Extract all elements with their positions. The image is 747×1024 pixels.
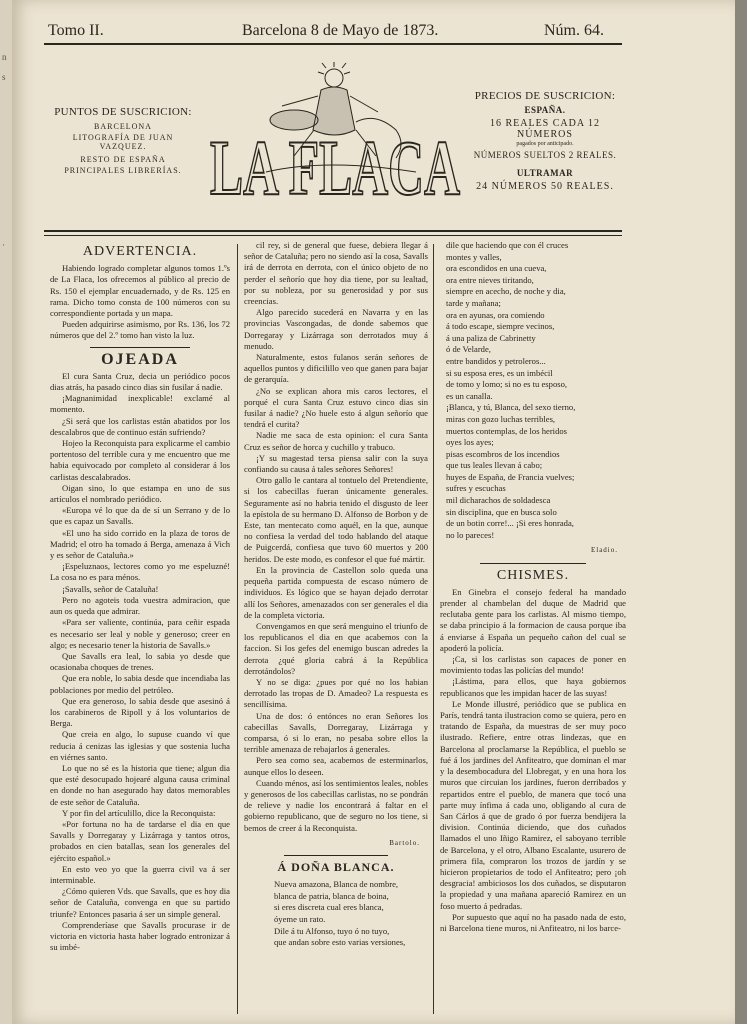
paragraph: Y no se diga: ¿pues por qué no los habian derrotado las tropas de D. Amadeo? La respuesta es sencillísima. xyxy=(244,676,428,710)
paragraph: Una de dos: ó entónces no eran Señores los cabecillas Savalls, Dorregaray, Lizárraga y comparsa, ó si lo eran, no pesaba sobre ellos la terrible amenaza de rebajarlos á generales. xyxy=(244,710,428,755)
paragraph: ¡Espeluznaos, lectores como yo me espeluzné! La cosa no es para ménos. xyxy=(50,561,230,583)
verse-line: óyeme un rato. xyxy=(274,913,326,924)
verse-line: entre bandidos y petroleros... xyxy=(446,355,546,366)
suscripcion-line: RESTO DE ESPAÑA xyxy=(80,155,166,164)
suscripcion-line: LITOGRAFÍA DE JUAN VAZQUEZ. xyxy=(72,133,174,151)
paragraph: ¡Savalls, señor de Cataluña! xyxy=(62,583,159,594)
paragraph: Oigan sino, lo que estampa en uno de sus artículos el nombrado periódico. xyxy=(50,482,230,505)
page-header xyxy=(46,22,637,44)
paragraph: cil rey, si de general que fuese, debiera llegar á señor de Cataluña; pero no siendo así la cosa, Savalls irá de derrota en derrota, con el único objeto de no perder el señorío que hoy dia tiene, por su lealtad, por su nobleza, por su generosidad y por sus creencias. xyxy=(244,240,428,307)
advertencia-title: ADVERTENCIA. xyxy=(82,244,198,259)
verse-line: que andan sobre esto varias versiones, xyxy=(274,937,406,948)
precios-note: pagados por anticipado. xyxy=(516,141,574,147)
verse-line: es un canalla. xyxy=(446,390,493,401)
paragraph: Que creia en algo, lo supuse cuando ví que reducia á cenizas las iglesias y que sostenia lucha en viérnes santo. xyxy=(50,729,230,762)
verse-line: blanca de patria, blanca de boina, xyxy=(274,890,389,901)
page-edge: n s · xyxy=(0,0,12,1024)
suscripcion-block xyxy=(48,106,198,175)
paragraph: Nadie me saca de esta opinion: el cura Santa Cruz es señor de horca y cuchillo y trabuco. xyxy=(244,430,428,452)
paragraph: Le Monde illustré, periódico que se publica en París, tendrá tanta ilustracion como se quiera, pero en tratando de España, da muestras de ser muy poco ilustrado. Refiere, entre otras lindezas, que en Barcelona al proclamarse la República, el pueblo se fué á los jardines del Anfiteatro, que dominan el mar y la desembocadura del Llobregat, y en una hora los muros que circuian los jardines, fueron derribados y repartidos entre el pueblo, de manera que tocó una parte muy ínfima á cada uno, obligando al cura de San Cárlos á que de grado ó por fuerza bendijera la division. Continúa diciendo, que dos cuñados llamados el uno Iñigo Ramirez, el saboyano terrible de Barcelona, y el otro, Albano Escalante, usurero de primera fila, compraron los trozos de jardín y se hicieron propietarios de todo el Anfiteatro; pero ¡oh desgracia! ambiciosos los dos cuñados, se disputaron la propiedad y una mañana apareció Ramirez en un foso muerto á pedradas. xyxy=(440,698,626,911)
section-rule xyxy=(284,855,388,856)
figure-head xyxy=(325,69,343,87)
precios-title: PRECIOS DE SUSCRICION: xyxy=(474,90,616,102)
verse-line: oyes los ayes; xyxy=(446,437,494,448)
paragraph: «Para ser valiente, continúa, para ceñir espada es necesario ser leal y noble y generoso; creer en algo; es necesario tener la historia de Savalls.» xyxy=(50,617,230,650)
paragraph: ¡Ca, si los carlistas son capaces de poner en movimiento todas las policías del mundo! xyxy=(440,654,626,676)
ojeada-title: OJEADA xyxy=(101,350,179,368)
verse-line: tarde y mañana; xyxy=(446,297,501,308)
verse-line: siempre en acecho, de noche y dia, xyxy=(446,286,566,297)
advertencia-text xyxy=(50,263,230,341)
verse-line: muertos contemplas, de los heridos xyxy=(446,425,568,436)
paragraph: Por supuesto que aquí no ha pasado nada de esto, ni Barcelona tiene muros, ni Anfiteatro, ni los barce- xyxy=(440,911,626,933)
paragraph: Pero no agoteis toda vuestra admiracion, que aun os queda que admirar. xyxy=(50,594,230,617)
paragraph: Lo que no sé es la historia que tiene; algun dia que esté desocupado hojearé alguna causa criminal en donde no han asegurado hay datos memorables de este señor de Cataluña. xyxy=(50,762,230,807)
paragraph: «Por fortuna no ha de tardarse el dia en que Savalls y Dorregaray y Lizárraga y tantos otros, probados en cien batallas, sean los generales del ejército español.» xyxy=(50,818,230,863)
verse-line: sin disciplina, que en busca solo xyxy=(446,506,557,517)
precios-block xyxy=(470,90,620,192)
poem-text xyxy=(244,879,428,949)
column-divider xyxy=(433,244,434,1014)
precios-ultramar: ULTRAMAR xyxy=(516,168,574,178)
verse-line: de tomo y lomo; si no es tu esposo, xyxy=(446,379,568,390)
paragraph: ¿No se explican ahora mis caros lectores, el porqué el cura Santa Cruz estuvo cinco dias sin fusilar á nadie? ¿No huele esto á algun señorío que tendrá el curita? xyxy=(244,385,428,430)
suscripcion-line: PRINCIPALES LIBRERÍAS. xyxy=(64,166,182,175)
verse-line: si su esposa eres, es un imbécil xyxy=(446,367,553,378)
tomo-label: Tomo II. xyxy=(48,22,104,39)
paragraph: ¡Y su magestad tersa piensa salir con la suya confiando su causa á tales señores Señores! xyxy=(244,452,428,475)
paragraph: Naturalmente, estos fulanos serán señores de aquellos puntos y dificilillo veo que ganen para bajar de gerarquía. xyxy=(244,352,428,385)
paragraph: ¡Lástima, para ellos, que haya gobiernos republicanos que les impidan hacer de las suyas! xyxy=(440,676,626,698)
paragraph: Que Savalls era leal, lo sabia yo desde que ocasionaba choques de trenes. xyxy=(50,650,230,673)
column-2-text xyxy=(244,240,428,834)
precios-line: 16 REALES CADA 12 NÚMEROS xyxy=(489,118,601,140)
verse-line: mil dicharachos de soldadesca xyxy=(446,495,551,506)
verse-line: miras con gozo luchas terribles, xyxy=(446,413,556,424)
verse-line: á una paliza de Cabrinetty xyxy=(446,332,536,343)
section-rule xyxy=(480,563,586,564)
paragraph: Pero sea como sea, acabemos de esterminarlos, aunque ellos lo deseen. xyxy=(244,755,428,777)
verse-line: Nueva amazona, Blanca de nombre, xyxy=(274,879,399,890)
verse-line: á todo escape, siempre vecinos, xyxy=(446,321,555,332)
suscripcion-title: PUNTOS DE SUSCRICION: xyxy=(54,106,192,118)
chismes-title: CHISMES. xyxy=(496,567,570,583)
paragraph: Pueden adquirirse asimismo, por Rs. 136, los 72 números que del 2.º tomo han visto la luz. xyxy=(50,319,230,341)
paragraph: ¿Cómo quieren Vds. que Savalls, que es hoy dia señor de Cataluña, convenga en que su partido triunfe? Entonces pasaria á ser un simple general. xyxy=(50,886,230,919)
paragraph: ¡Magnanimidad inexplicable! exclamé al momento. xyxy=(50,393,230,415)
paragraph: En Ginebra el consejo federal ha mandado prender al chambelan del duque de Madrid que reclutaba gente para los carlistas. Al mismo tiempo, se daba principio á la formacion de causa porque iba á enviarse á España un pequeño cañon del cual se apoderó la policía. xyxy=(440,586,626,653)
ojeada-text xyxy=(50,371,230,954)
precios-espana: ESPAÑA. xyxy=(524,105,566,115)
column-3 xyxy=(440,240,626,934)
verse-line: sufres y escuchas xyxy=(446,483,506,494)
suscripcion-line: BARCELONA xyxy=(94,122,152,131)
precios-line: NÚMEROS SUELTOS 2 REALES. xyxy=(473,150,617,160)
column-2 xyxy=(244,240,428,949)
column-1 xyxy=(50,240,230,953)
paragraph: Que era generoso, lo sabia desde que asesinó á los carabineros de Ripoll y á los voluntarios de Berga. xyxy=(50,695,230,729)
paragraph: «Europa vé lo que da de sí un Serrano y de lo que es capaz un Savalls. xyxy=(50,505,230,527)
verse-line: dile que haciendo que con él cruces xyxy=(446,240,569,250)
poem-continuation xyxy=(440,240,626,541)
paragraph: Comprenderíase que Savalls procurase ir de victoria en victoria hasta haber logrado entronizar á su imbé- xyxy=(50,919,230,953)
signature: Eladio. xyxy=(590,546,618,555)
verse-line: pisas escombros de los incendios xyxy=(446,448,560,459)
verse-line: Dile á tu Alfonso, tuyo ó no tuyo, xyxy=(274,925,390,936)
issue-date: Barcelona 8 de Mayo de 1873. xyxy=(242,22,439,39)
verse-line: ora en ayunas, ora comiendo xyxy=(446,309,545,320)
masthead-rule xyxy=(44,230,622,232)
paragraph: El cura Santa Cruz, decia un periódico pocos dias atrás, ha pasado cinco dias sin fusilar á nadie. xyxy=(50,370,230,393)
issue-number: Núm. 64. xyxy=(544,22,604,39)
paragraph: Y por fin del artículillo, dice la Reconquista: xyxy=(62,807,216,818)
masthead-title: LA FLACA xyxy=(210,124,460,211)
paragraph: Otro gallo le cantara al tontuelo del Pretendiente, si los cabecillas fueran únicamente generales. Seguramente así no habria tenido el disgusto de leer la epístola de su hermano D. Alfonso de Borbon y de Este, tan mentecato como aquél, en la que, aunque no confiesa la verdad del todo hablando del ataque de Puigcerdá, confiesa que tuvo 60 muertos y 200 heridos. De este modo, es confesor el que fué mártir. xyxy=(244,475,428,564)
masthead-illustration xyxy=(206,62,464,212)
chismes-text xyxy=(440,587,626,934)
paragraph: Cuando ménos, así los sentimientos leales, nobles y generosos de los cabecillas carlistas, no se pondrán de relieve y nadie los encontrará á faltar en el gobierno republicano, que de seguro no los tiene, si bemos de creer á la Reconquista. xyxy=(244,777,428,833)
paragraph: Habiendo logrado completar algunos tomos 1.ºs de La Flaca, los ofrecemos al público al precio de Rs. 150 el ejemplar encuadernado, y de Rs. 125 en rama. Dicho tomo consta de 100 números con su correspondiente portada y un mapa. xyxy=(50,263,230,319)
header-rule xyxy=(44,43,622,45)
verse-line: huyes de España, de Francia vuelves; xyxy=(446,471,575,482)
paragraph: «El uno ha sido corrido en la plaza de toros de Madrid; el otro ha tomado á Berga, amenaza á Vich y es señor de Cataluña.» xyxy=(50,527,230,561)
paragraph: ¿Si será que los carlistas están abatidos por los descalabros que de continuo están sufriendo? xyxy=(50,415,230,437)
verse-line: montes y valles, xyxy=(446,251,502,262)
verse-line: ¡Blanca, y tú, Blanca, del sexo tierno, xyxy=(446,402,576,413)
verse-line: ora escondidos en una cueva, xyxy=(446,263,547,274)
paragraph: En la provincia de Castellon solo queda una pequeña partida compuesta de escaso número de individuos. Es lógico que se hayan dejado derrotar allí los Señores, amenazados con ser generales el dia de la completa victoria. xyxy=(244,564,428,620)
verse-line: ó de Velarde, xyxy=(446,344,491,355)
precios-line: 24 NÚMEROS 50 REALES. xyxy=(476,181,614,192)
verse-line: no lo pareces! xyxy=(446,529,495,540)
paragraph: Convengamos en que será menguino el triunfo de los republicanos el dia en que acabemos con la faccion. Si los gefes del enemigo buscan adredes la derrota ¿qué gloria cabrá á la República derrotándolos? xyxy=(244,620,428,676)
verse-line: si eres discreta cual eres blanca, xyxy=(274,902,384,913)
paragraph: Que era noble, lo sabia desde que incendiaba las poblaciones por medio del petróleo. xyxy=(50,673,230,695)
paragraph: Algo parecido sucederá en Navarra y en las provincias Vascongadas, de donde sabemos que Dorregaray y Lizárraga son derrotados muy á menudo. xyxy=(244,307,428,351)
column-divider xyxy=(237,244,238,1014)
section-rule xyxy=(90,347,190,348)
verse-line: de un botin corre!... ¡Si eres honrada, xyxy=(446,518,574,529)
poem-title: Á DOÑA BLANCA. xyxy=(277,859,395,874)
masthead-rule-thin xyxy=(44,235,622,236)
signature: Bartolo. xyxy=(389,838,420,847)
verse-line: ora entre nieves tiritando, xyxy=(446,274,534,285)
paragraph: En esto veo yo que la guerra civil va á ser interminable. xyxy=(50,863,230,885)
verse-line: que tus leales llevan á cabo; xyxy=(446,460,543,471)
paragraph: Hojeo la Reconquista para explicarme el cambio portentoso del terrible cura y me encuentro que me habia equivocado por completo al considerar á los carlistas descalabrados. xyxy=(50,438,230,482)
